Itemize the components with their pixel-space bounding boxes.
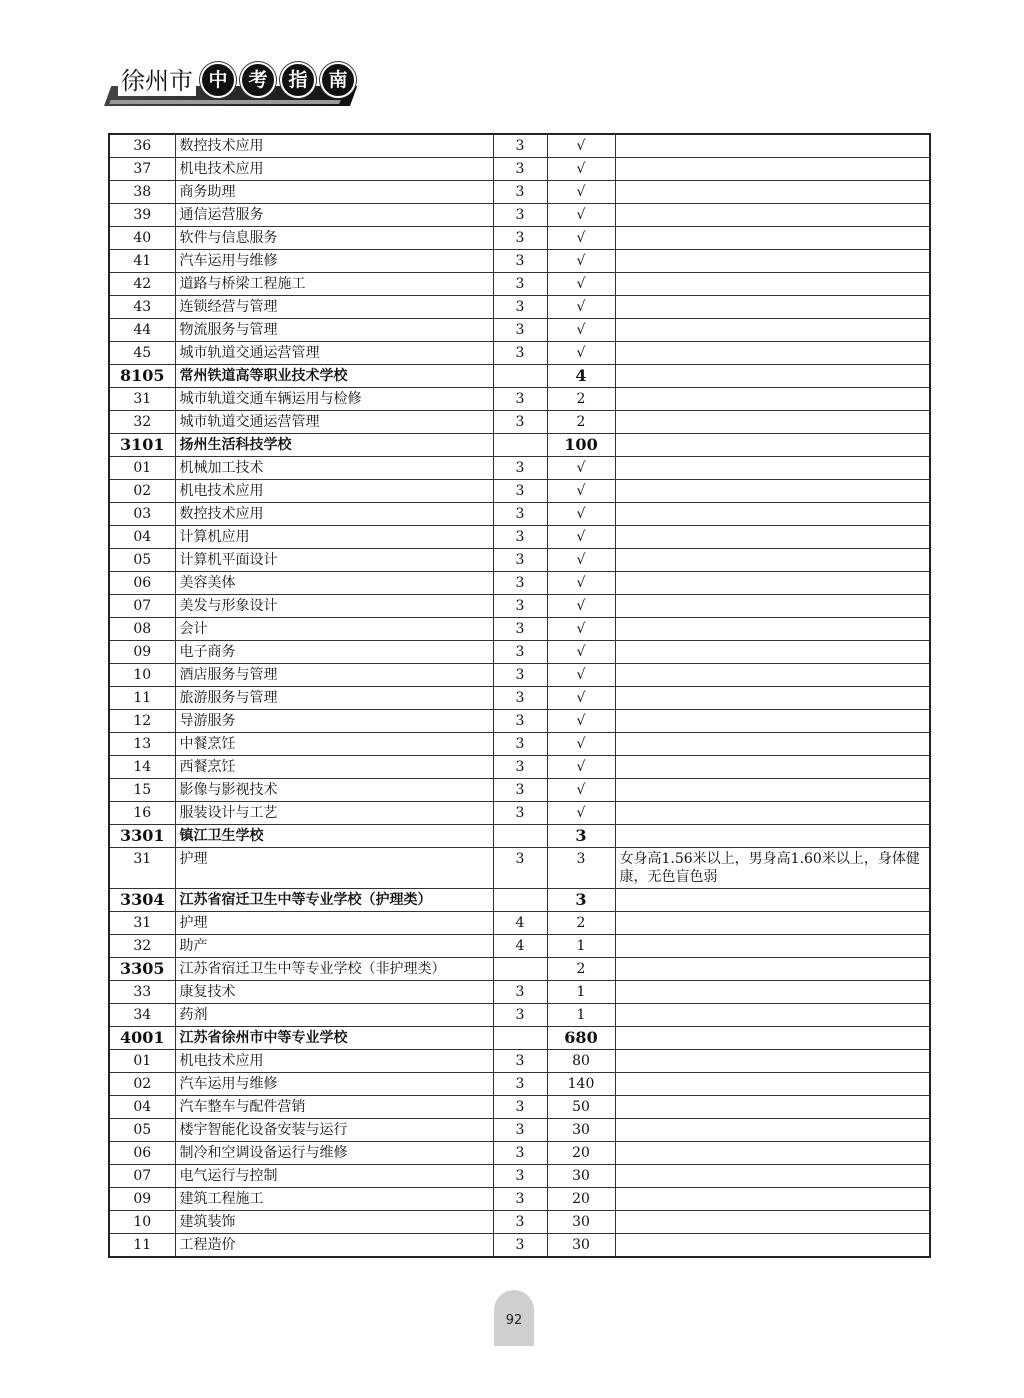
years-cell: 4 <box>493 912 547 935</box>
plan-cell: √ <box>547 664 615 687</box>
code-cell: 06 <box>109 572 175 595</box>
name-cell: 计算机平面设计 <box>175 549 493 572</box>
note-cell <box>615 889 930 912</box>
note-cell <box>615 158 930 181</box>
name-cell: 数控技术应用 <box>175 503 493 526</box>
years-cell <box>493 365 547 388</box>
plan-cell: √ <box>547 733 615 756</box>
code-cell: 05 <box>109 1119 175 1142</box>
name-cell: 物流服务与管理 <box>175 319 493 342</box>
note-cell <box>615 434 930 457</box>
plan-cell: 1 <box>547 981 615 1004</box>
note-cell <box>615 958 930 981</box>
plan-cell: √ <box>547 572 615 595</box>
name-cell: 服装设计与工艺 <box>175 802 493 825</box>
years-cell: 3 <box>493 595 547 618</box>
note-cell <box>615 935 930 958</box>
note-cell <box>615 1004 930 1027</box>
major-row <box>109 1004 930 1027</box>
plan-cell: √ <box>547 687 615 710</box>
name-cell: 数控技术应用 <box>175 134 493 158</box>
note-cell <box>615 1165 930 1188</box>
plan-cell: √ <box>547 181 615 204</box>
note-cell <box>615 733 930 756</box>
name-cell: 美容美体 <box>175 572 493 595</box>
plan-cell: √ <box>547 227 615 250</box>
header-city: 徐州市 <box>118 66 196 96</box>
code-cell: 06 <box>109 1142 175 1165</box>
years-cell: 3 <box>493 1050 547 1073</box>
header-badge: 中 <box>200 62 236 98</box>
major-row <box>109 756 930 779</box>
years-cell: 3 <box>493 1165 547 1188</box>
code-cell: 13 <box>109 733 175 756</box>
years-cell: 3 <box>493 1234 547 1258</box>
school-row <box>109 825 930 848</box>
name-cell: 制冷和空调设备运行与维修 <box>175 1142 493 1165</box>
note-cell <box>615 1234 930 1258</box>
plan-cell: 140 <box>547 1073 615 1096</box>
years-cell: 3 <box>493 273 547 296</box>
years-cell: 3 <box>493 319 547 342</box>
major-row <box>109 641 930 664</box>
note-cell <box>615 641 930 664</box>
note-cell <box>615 618 930 641</box>
code-cell: 41 <box>109 250 175 273</box>
years-cell <box>493 889 547 912</box>
major-row <box>109 935 930 958</box>
years-cell <box>493 434 547 457</box>
code-cell: 37 <box>109 158 175 181</box>
note-cell <box>615 549 930 572</box>
major-row <box>109 204 930 227</box>
years-cell: 3 <box>493 1004 547 1027</box>
note-cell <box>615 710 930 733</box>
code-cell: 09 <box>109 641 175 664</box>
years-cell: 3 <box>493 1188 547 1211</box>
plan-cell: 50 <box>547 1096 615 1119</box>
years-cell: 3 <box>493 227 547 250</box>
plan-cell: 20 <box>547 1188 615 1211</box>
years-cell <box>493 825 547 848</box>
code-cell: 10 <box>109 1211 175 1234</box>
plan-cell: √ <box>547 641 615 664</box>
name-cell: 影像与影视技术 <box>175 779 493 802</box>
major-row <box>109 549 930 572</box>
name-cell: 护理 <box>175 912 493 935</box>
major-row <box>109 1096 930 1119</box>
note-cell <box>615 480 930 503</box>
major-row <box>109 1073 930 1096</box>
major-row <box>109 779 930 802</box>
code-cell: 02 <box>109 1073 175 1096</box>
code-cell: 16 <box>109 802 175 825</box>
major-row <box>109 1050 930 1073</box>
years-cell: 3 <box>493 181 547 204</box>
plan-cell: 2 <box>547 912 615 935</box>
years-cell: 3 <box>493 687 547 710</box>
code-cell: 04 <box>109 1096 175 1119</box>
note-cell <box>615 1188 930 1211</box>
header-badge: 南 <box>320 62 356 98</box>
major-row <box>109 733 930 756</box>
plan-cell: √ <box>547 204 615 227</box>
code-cell: 34 <box>109 1004 175 1027</box>
note-cell <box>615 134 930 158</box>
plan-cell: √ <box>547 618 615 641</box>
code-cell: 32 <box>109 935 175 958</box>
code-cell: 11 <box>109 687 175 710</box>
code-cell: 10 <box>109 664 175 687</box>
school-row <box>109 889 930 912</box>
name-cell: 商务助理 <box>175 181 493 204</box>
school-row <box>109 434 930 457</box>
code-cell: 42 <box>109 273 175 296</box>
code-cell: 01 <box>109 457 175 480</box>
major-row <box>109 981 930 1004</box>
name-cell: 机电技术应用 <box>175 158 493 181</box>
name-cell: 康复技术 <box>175 981 493 1004</box>
code-cell: 07 <box>109 595 175 618</box>
name-cell: 建筑装饰 <box>175 1211 493 1234</box>
name-cell: 汽车运用与维修 <box>175 250 493 273</box>
years-cell: 3 <box>493 710 547 733</box>
major-row <box>109 802 930 825</box>
note-cell <box>615 802 930 825</box>
plan-cell: 30 <box>547 1211 615 1234</box>
plan-cell: √ <box>547 480 615 503</box>
header-title-badges <box>200 62 356 98</box>
major-row <box>109 457 930 480</box>
years-cell: 4 <box>493 935 547 958</box>
note-cell <box>615 273 930 296</box>
code-cell: 4001 <box>109 1027 175 1050</box>
name-cell: 旅游服务与管理 <box>175 687 493 710</box>
name-cell: 江苏省宿迁卫生中等专业学校（护理类） <box>175 889 493 912</box>
code-cell: 3101 <box>109 434 175 457</box>
note-cell <box>615 342 930 365</box>
plan-cell: 3 <box>547 825 615 848</box>
major-row <box>109 134 930 158</box>
major-row <box>109 572 930 595</box>
school-row <box>109 365 930 388</box>
code-cell: 33 <box>109 981 175 1004</box>
enrollment-table <box>108 133 931 1258</box>
years-cell: 3 <box>493 981 547 1004</box>
plan-cell: 2 <box>547 411 615 434</box>
note-cell <box>615 457 930 480</box>
name-cell: 通信运营服务 <box>175 204 493 227</box>
years-cell: 3 <box>493 1073 547 1096</box>
years-cell <box>493 958 547 981</box>
name-cell: 汽车运用与维修 <box>175 1073 493 1096</box>
major-row <box>109 912 930 935</box>
plan-cell: 2 <box>547 958 615 981</box>
school-row <box>109 958 930 981</box>
note-cell <box>615 227 930 250</box>
major-row <box>109 1165 930 1188</box>
name-cell: 美发与形象设计 <box>175 595 493 618</box>
name-cell: 江苏省徐州市中等专业学校 <box>175 1027 493 1050</box>
code-cell: 14 <box>109 756 175 779</box>
years-cell: 3 <box>493 641 547 664</box>
name-cell: 楼宇智能化设备安装与运行 <box>175 1119 493 1142</box>
note-cell <box>615 779 930 802</box>
name-cell: 会计 <box>175 618 493 641</box>
major-row <box>109 1211 930 1234</box>
note-cell <box>615 687 930 710</box>
note-cell <box>615 503 930 526</box>
plan-cell: √ <box>547 296 615 319</box>
code-cell: 44 <box>109 319 175 342</box>
major-row <box>109 1188 930 1211</box>
note-cell <box>615 1073 930 1096</box>
plan-cell: √ <box>547 158 615 181</box>
major-row <box>109 848 930 889</box>
years-cell: 3 <box>493 779 547 802</box>
major-row <box>109 1142 930 1165</box>
code-cell: 31 <box>109 388 175 411</box>
name-cell: 西餐烹饪 <box>175 756 493 779</box>
code-cell: 07 <box>109 1165 175 1188</box>
plan-cell: 1 <box>547 1004 615 1027</box>
years-cell: 3 <box>493 733 547 756</box>
plan-cell: √ <box>547 526 615 549</box>
years-cell: 3 <box>493 802 547 825</box>
code-cell: 12 <box>109 710 175 733</box>
note-cell: 女身高1.56米以上，男身高1.60米以上，身体健康，无色盲色弱 <box>615 848 930 889</box>
plan-cell: √ <box>547 503 615 526</box>
years-cell: 3 <box>493 1096 547 1119</box>
years-cell: 3 <box>493 388 547 411</box>
plan-cell: 2 <box>547 388 615 411</box>
name-cell: 城市轨道交通车辆运用与检修 <box>175 388 493 411</box>
years-cell: 3 <box>493 250 547 273</box>
years-cell: 3 <box>493 1119 547 1142</box>
code-cell: 11 <box>109 1234 175 1258</box>
major-row <box>109 273 930 296</box>
name-cell: 药剂 <box>175 1004 493 1027</box>
major-row <box>109 181 930 204</box>
name-cell: 机械加工技术 <box>175 457 493 480</box>
code-cell: 32 <box>109 411 175 434</box>
header-badge: 考 <box>240 62 276 98</box>
years-cell: 3 <box>493 480 547 503</box>
plan-cell: √ <box>547 549 615 572</box>
major-row <box>109 595 930 618</box>
note-cell <box>615 1096 930 1119</box>
major-row <box>109 1234 930 1258</box>
note-cell <box>615 756 930 779</box>
name-cell: 电气运行与控制 <box>175 1165 493 1188</box>
name-cell: 连锁经营与管理 <box>175 296 493 319</box>
plan-cell: 30 <box>547 1234 615 1258</box>
code-cell: 08 <box>109 618 175 641</box>
plan-cell: √ <box>547 134 615 158</box>
note-cell <box>615 664 930 687</box>
plan-cell: √ <box>547 319 615 342</box>
years-cell: 3 <box>493 296 547 319</box>
plan-cell: 80 <box>547 1050 615 1073</box>
plan-cell: √ <box>547 595 615 618</box>
page-number: 92 <box>494 1290 534 1346</box>
major-row <box>109 687 930 710</box>
code-cell: 8105 <box>109 365 175 388</box>
plan-cell: √ <box>547 273 615 296</box>
plan-cell: √ <box>547 457 615 480</box>
years-cell <box>493 1027 547 1050</box>
plan-cell: 3 <box>547 848 615 889</box>
note-cell <box>615 204 930 227</box>
note-cell <box>615 411 930 434</box>
note-cell <box>615 595 930 618</box>
plan-cell: 4 <box>547 365 615 388</box>
name-cell: 建筑工程施工 <box>175 1188 493 1211</box>
code-cell: 40 <box>109 227 175 250</box>
note-cell <box>615 250 930 273</box>
years-cell: 3 <box>493 134 547 158</box>
plan-cell: √ <box>547 756 615 779</box>
code-cell: 45 <box>109 342 175 365</box>
code-cell: 02 <box>109 480 175 503</box>
note-cell <box>615 319 930 342</box>
code-cell: 3305 <box>109 958 175 981</box>
plan-cell: 30 <box>547 1165 615 1188</box>
name-cell: 常州铁道高等职业技术学校 <box>175 365 493 388</box>
code-cell: 3304 <box>109 889 175 912</box>
major-row <box>109 664 930 687</box>
major-row <box>109 503 930 526</box>
name-cell: 道路与桥梁工程施工 <box>175 273 493 296</box>
plan-cell: √ <box>547 710 615 733</box>
years-cell: 3 <box>493 664 547 687</box>
header-band-shadow <box>109 100 340 104</box>
major-row <box>109 158 930 181</box>
name-cell: 机电技术应用 <box>175 480 493 503</box>
note-cell <box>615 296 930 319</box>
note-cell <box>615 1142 930 1165</box>
plan-cell: 100 <box>547 434 615 457</box>
plan-cell: 30 <box>547 1119 615 1142</box>
years-cell: 3 <box>493 1142 547 1165</box>
name-cell: 汽车整车与配件营销 <box>175 1096 493 1119</box>
plan-cell: 3 <box>547 889 615 912</box>
name-cell: 机电技术应用 <box>175 1050 493 1073</box>
years-cell: 3 <box>493 158 547 181</box>
note-cell <box>615 526 930 549</box>
name-cell: 电子商务 <box>175 641 493 664</box>
table-body <box>109 134 930 1257</box>
name-cell: 助产 <box>175 935 493 958</box>
code-cell: 04 <box>109 526 175 549</box>
major-row <box>109 618 930 641</box>
major-row <box>109 227 930 250</box>
years-cell: 3 <box>493 411 547 434</box>
major-row <box>109 342 930 365</box>
code-cell: 31 <box>109 912 175 935</box>
name-cell: 工程造价 <box>175 1234 493 1258</box>
major-row <box>109 388 930 411</box>
name-cell: 城市轨道交通运营管理 <box>175 342 493 365</box>
name-cell: 酒店服务与管理 <box>175 664 493 687</box>
years-cell: 3 <box>493 549 547 572</box>
header-badge: 指 <box>280 62 316 98</box>
major-row <box>109 480 930 503</box>
code-cell: 01 <box>109 1050 175 1073</box>
code-cell: 15 <box>109 779 175 802</box>
code-cell: 38 <box>109 181 175 204</box>
name-cell: 镇江卫生学校 <box>175 825 493 848</box>
major-row <box>109 296 930 319</box>
page-header <box>104 60 354 110</box>
name-cell: 扬州生活科技学校 <box>175 434 493 457</box>
years-cell: 3 <box>493 618 547 641</box>
note-cell <box>615 1050 930 1073</box>
years-cell: 3 <box>493 572 547 595</box>
code-cell: 39 <box>109 204 175 227</box>
code-cell: 31 <box>109 848 175 889</box>
years-cell: 3 <box>493 457 547 480</box>
major-row <box>109 710 930 733</box>
years-cell: 3 <box>493 526 547 549</box>
major-row <box>109 1119 930 1142</box>
years-cell: 3 <box>493 342 547 365</box>
note-cell <box>615 1119 930 1142</box>
name-cell: 导游服务 <box>175 710 493 733</box>
note-cell <box>615 388 930 411</box>
name-cell: 中餐烹饪 <box>175 733 493 756</box>
plan-cell: √ <box>547 779 615 802</box>
school-row <box>109 1027 930 1050</box>
plan-cell: 20 <box>547 1142 615 1165</box>
major-row <box>109 526 930 549</box>
note-cell <box>615 1211 930 1234</box>
name-cell: 江苏省宿迁卫生中等专业学校（非护理类） <box>175 958 493 981</box>
years-cell: 3 <box>493 756 547 779</box>
name-cell: 软件与信息服务 <box>175 227 493 250</box>
plan-cell: √ <box>547 250 615 273</box>
code-cell: 3301 <box>109 825 175 848</box>
plan-cell: √ <box>547 802 615 825</box>
years-cell: 3 <box>493 204 547 227</box>
note-cell <box>615 1027 930 1050</box>
name-cell: 城市轨道交通运营管理 <box>175 411 493 434</box>
years-cell: 3 <box>493 848 547 889</box>
major-row <box>109 411 930 434</box>
major-row <box>109 250 930 273</box>
plan-cell: √ <box>547 342 615 365</box>
plan-cell: 680 <box>547 1027 615 1050</box>
code-cell: 43 <box>109 296 175 319</box>
code-cell: 09 <box>109 1188 175 1211</box>
note-cell <box>615 181 930 204</box>
years-cell: 3 <box>493 1211 547 1234</box>
note-cell <box>615 572 930 595</box>
name-cell: 护理 <box>175 848 493 889</box>
name-cell: 计算机应用 <box>175 526 493 549</box>
plan-cell: 1 <box>547 935 615 958</box>
code-cell: 36 <box>109 134 175 158</box>
major-row <box>109 319 930 342</box>
code-cell: 03 <box>109 503 175 526</box>
note-cell <box>615 981 930 1004</box>
years-cell: 3 <box>493 503 547 526</box>
note-cell <box>615 365 930 388</box>
note-cell <box>615 825 930 848</box>
note-cell <box>615 912 930 935</box>
code-cell: 05 <box>109 549 175 572</box>
